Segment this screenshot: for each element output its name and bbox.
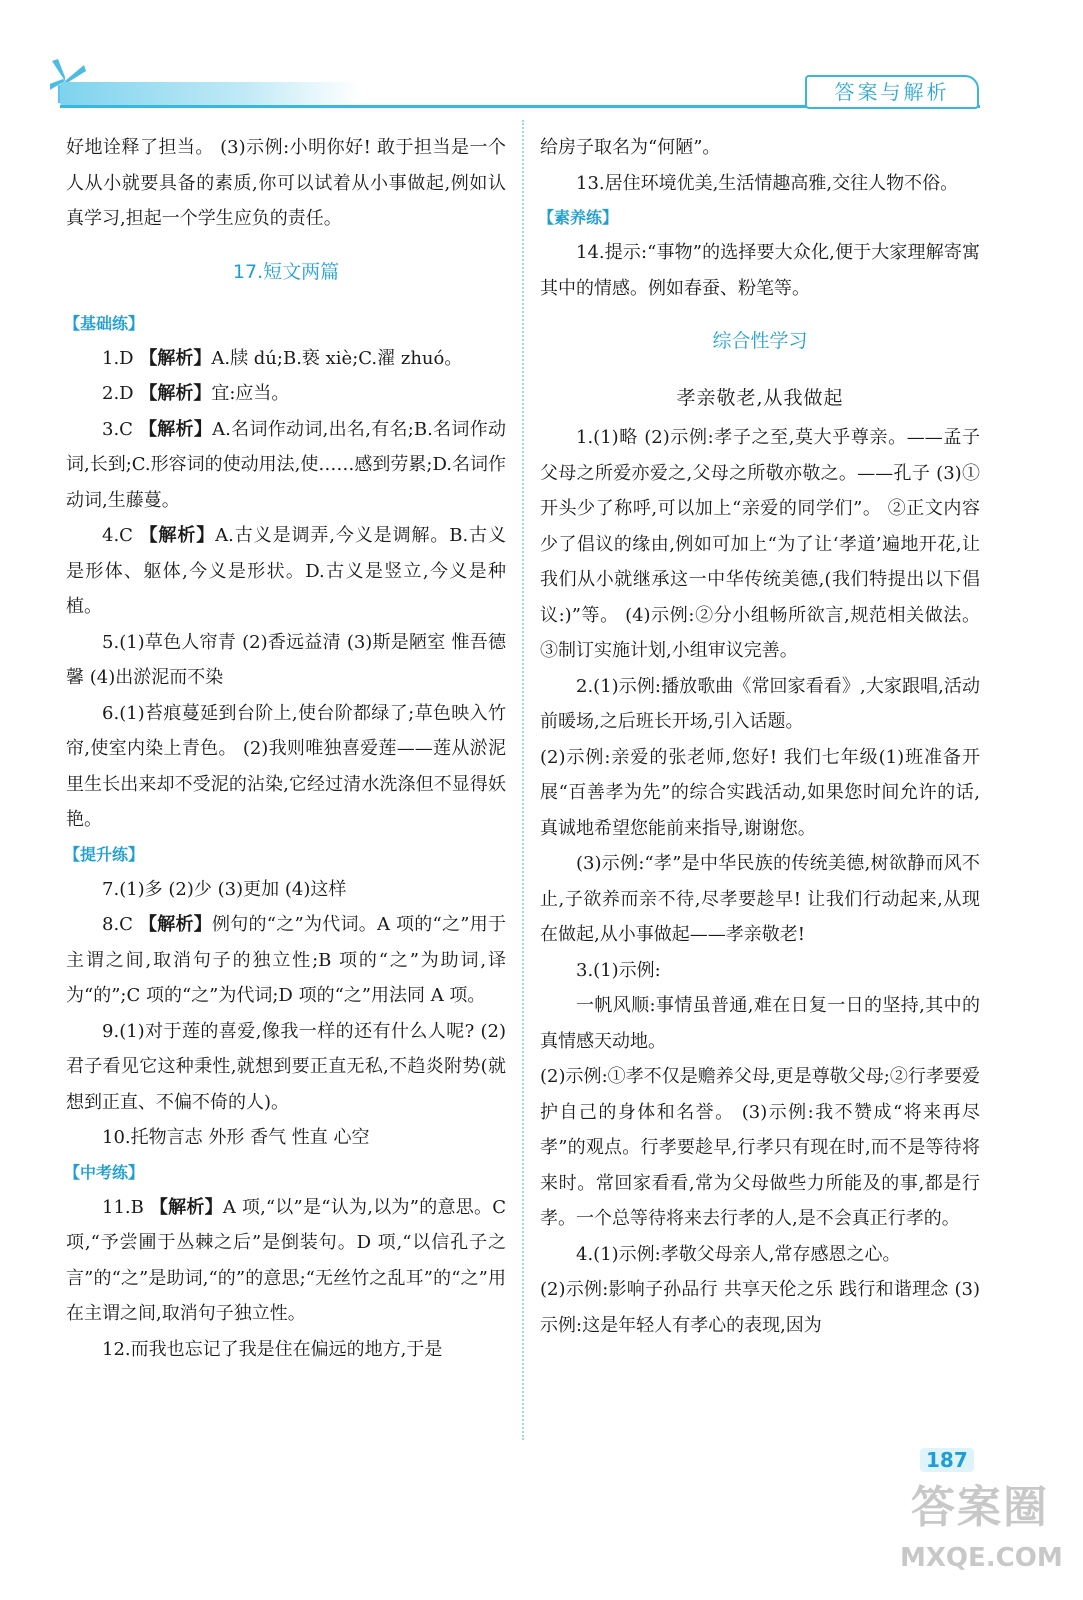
- basic-practice-tag: 【基础练】: [64, 313, 145, 333]
- answer-item: 1.D 【解析】A.牍 dú;B.亵 xiè;C.濯 zhuó。: [102, 347, 463, 369]
- answer-paragraph: (2)示例:亲爱的张老师,您好! 我们七年级(1)班准备开展“百善孝为先”的综合实践活动,如果您时间允许的话,真诚地希望您能前来指导,谢谢您。: [540, 746, 980, 839]
- answer-paragraph: (2)示例:影响子孙品行 共享天伦之乐 践行和谐理念 (3)示例:这是年轻人有孝心的表现,因为: [540, 1279, 980, 1336]
- answer-item: 14.提示:“事物”的选择要大众化,便于大家理解寄寓其中的情感。例如春蚕、粉笔等。: [540, 242, 980, 299]
- improve-answers: [66, 872, 506, 1156]
- right-intro-line: 13.居住环境优美,生活情趣高雅,交往人物不俗。: [576, 172, 959, 194]
- header-title: 答案与解析: [805, 75, 979, 109]
- answer-item: 6.(1)苔痕蔓延到台阶上,使台阶都绿了;草色映入竹帘,使室内染上青色。 (2)我则唯独喜爱莲——莲从淤泥里生长出来却不受泥的沾染,它经过清水洗涤但不显得妖艳。: [66, 702, 506, 830]
- watermark-top: 答案圈: [911, 1482, 1049, 1533]
- right-column: [540, 130, 980, 1343]
- watermark-bottom: MXQE.COM: [900, 1543, 1063, 1573]
- column-divider: [522, 120, 524, 1440]
- exam-answers: [66, 1190, 506, 1368]
- basic-answers: [66, 341, 506, 838]
- section-title-left: 17.短文两篇: [232, 260, 340, 283]
- answer-item: 8.C 【解析】例句的“之”为代词。A 项的“之”用于主谓之间,取消句子的独立性;B 项的“之”为助词,译为“的”;C 项的“之”为代词;D 项的“之”用法同 A 项。: [66, 914, 507, 1006]
- answer-paragraph: (3)示例:“孝”是中华民族的传统美德,树欲静而风不止,子欲养而亲不待,尽孝要趁早! 让我们行动起来,从现在做起,从小事做起——孝亲敬老!: [540, 853, 980, 945]
- page-number: 187: [920, 1448, 974, 1472]
- section-title-right: 综合性学习: [712, 330, 808, 352]
- answer-item: 3.C 【解析】A.名词作动词,出名,有名;B.名词作动词,长到;C.形容词的使动用法,使……感到劳累;D.名词作动词,生藤蔓。: [66, 418, 506, 511]
- left-column: [66, 130, 506, 1367]
- answer-item: 5.(1)草色人帘青 (2)香远益清 (3)斯是陋室 惟吾德馨 (4)出淤泥而不染: [66, 631, 506, 688]
- left-intro: 好地诠释了担当。 (3)示例:小明你好! 敢于担当是一个人从小就要具备的素质,你可以试着从小事做起,例如认真学习,担起一个学生应负的责任。: [66, 137, 506, 229]
- answer-paragraph: 3.(1)示例:: [576, 959, 661, 981]
- sub-title: 孝亲敬老,从我做起: [676, 387, 844, 409]
- answer-item: 11.B 【解析】A 项,“以”是“认为,以为”的意思。C 项,“予尝圃于丛棘之后”是倒装句。D 项,“以信孔子之言”的“之”是助词,“的”的意思;“无丝竹之乱耳”的“之”用在主谓之间,取消句子独立性。: [66, 1196, 506, 1324]
- comprehensive-answers: [540, 420, 980, 1343]
- answer-paragraph: 2.(1)示例:播放歌曲《常回家看看》,大家跟唱,活动前暖场,之后班长开场,引入话题。: [540, 675, 980, 732]
- answer-paragraph: (2)示例:①孝不仅是赡养父母,更是尊敬父母;②行孝要爱护自己的身体和名誉。 (3)示例:我不赞成“将来再尽孝”的观点。行孝要趁早,行孝只有现在时,而不是等待将来时。常回家看看,常为父母做些力所能及的事,都是行孝。一个总等待将来去行孝的人,是不会真正行孝的。: [540, 1066, 980, 1229]
- answer-item: 4.C 【解析】A.古义是调弄,今义是调解。B.古义是形体、躯体,今义是形状。D.古义是竖立,今义是种植。: [66, 525, 507, 617]
- answer-item: 12.而我也忘记了我是住在偏远的地方,于是: [102, 1338, 443, 1360]
- answer-paragraph: 4.(1)示例:孝敬父母亲人,常存感恩之心。: [576, 1243, 901, 1265]
- answer-paragraph: 一帆风顺:事情虽普通,难在日复一日的坚持,其中的真情感天动地。: [540, 995, 980, 1052]
- page-header: [0, 0, 1083, 115]
- answer-paragraph: 1.(1)略 (2)示例:孝子之至,莫大乎尊亲。——孟子 父母之所爱亦爱之,父母之所敬亦敬之。——孔子 (3)①开头少了称呼,可以加上“亲爱的同学们”。 ②正文内容少了倡议的缘由,例如可加上“为了让‘孝道’遍地开花,让我们从小就继承这一中华传统美德,(我们特提出以下倡议:)”等。 (4)示例:②分小组畅所欲言,规范相关做法。 ③制订实施计划,小组审议完善。: [540, 427, 980, 661]
- right-intro-line: 给房子取名为“何陋”。: [540, 137, 721, 158]
- improve-practice-tag: 【提升练】: [64, 844, 145, 864]
- exam-practice-tag: 【中考练】: [64, 1162, 145, 1182]
- answer-item: 2.D 【解析】宜:应当。: [102, 383, 290, 404]
- header-band: [60, 82, 360, 106]
- answer-item: 10.托物言志 外形 香气 性直 心空: [102, 1127, 370, 1148]
- answer-item: 7.(1)多 (2)少 (3)更加 (4)这样: [102, 878, 347, 900]
- literacy-practice-tag: 【素养练】: [538, 208, 619, 227]
- answer-item: 9.(1)对于莲的喜爱,像我一样的还有什么人呢? (2)君子看见它这种秉性,就想到要正直无私,不趋炎附势(就想到正直、不偏不倚的人)。: [66, 1020, 506, 1113]
- watermark: [900, 1476, 1063, 1586]
